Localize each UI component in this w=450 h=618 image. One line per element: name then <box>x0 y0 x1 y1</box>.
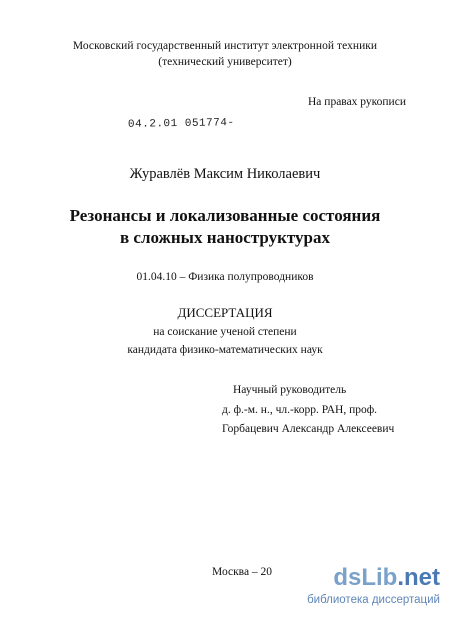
work-type: ДИССЕРТАЦИЯ <box>177 305 273 320</box>
supervisor-name: Горбацевич Александр Алексеевич <box>222 423 395 435</box>
city-year: Москва – 20 <box>212 566 273 578</box>
author-name: Журавлёв Максим Николаевич <box>129 166 321 182</box>
rights-note: На правах рукописи <box>308 96 406 108</box>
thesis-title-line-2: в сложных наноструктурах <box>119 228 331 247</box>
supervisor-credentials: д. ф.-м. н., чл.-корр. РАН, проф. <box>222 404 378 416</box>
institution-name: Московский государственный институт электронной техники <box>72 40 378 52</box>
logo-part-1: dsLib <box>333 564 398 591</box>
logo-part-2: .net <box>397 564 440 591</box>
supervisor-label: Научный руководитель <box>233 384 347 396</box>
degree-line-1: на соискание ученой степени <box>153 326 297 338</box>
institution-subtitle: (технический университет) <box>158 56 292 68</box>
dslib-watermark[interactable] <box>300 564 440 612</box>
watermark-subtitle: библиотека диссертаций <box>307 594 440 606</box>
dslib-logo <box>333 564 440 592</box>
degree-line-2: кандидата физико-математических наук <box>127 344 323 356</box>
thesis-title-line-1: Резонансы и локализованные состояния <box>69 206 381 225</box>
specialty: 01.04.10 – Физика полупроводников <box>136 271 314 283</box>
registration-stamp: 04.2.01 051774- <box>127 117 235 131</box>
